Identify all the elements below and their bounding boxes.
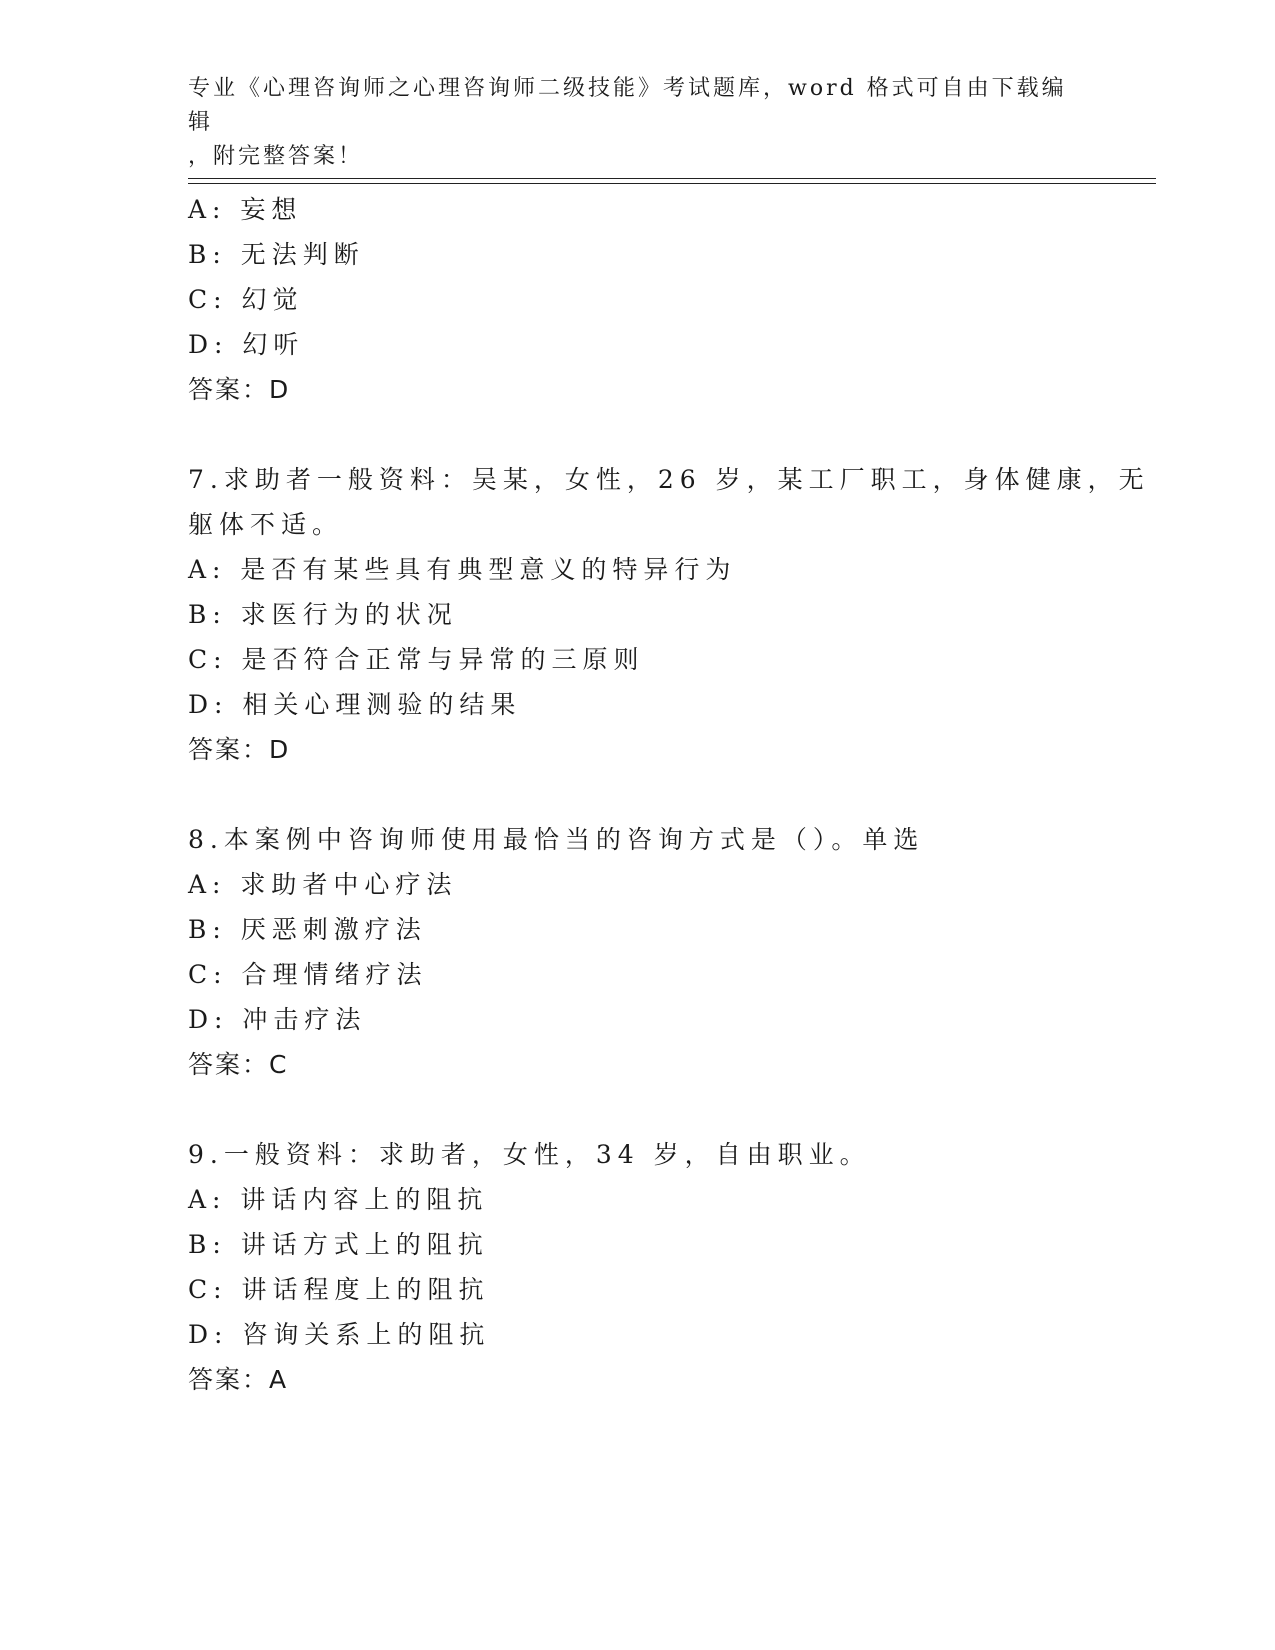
option-c: C: 讲话程度上的阻抗: [188, 1275, 490, 1304]
option-b: B: 求医行为的状况: [188, 600, 458, 629]
option-d: D: 冲击疗法: [188, 1005, 367, 1034]
answer: 答案：C: [188, 1050, 289, 1079]
header-line-1: 专业《心理咨询师之心理咨询师二级技能》考试题库，word 格式可自由下载编辑: [188, 76, 1067, 135]
header-line-2: ，附完整答案！: [188, 144, 364, 169]
header-rule-bottom: [188, 183, 1156, 184]
option-a: A: 讲话内容上的阻抗: [188, 1185, 489, 1214]
option-b: B: 无法判断: [188, 240, 365, 269]
question-stem: 9.一般资料：求助者，女性，34 岁，自由职业。: [188, 1140, 871, 1169]
option-b: B: 厌恶刺激疗法: [188, 915, 427, 944]
question-stem-continued: 躯体不适。: [188, 510, 344, 539]
question-stem: 8.本案例中咨询师使用最恰当的咨询方式是（）。单选: [188, 825, 925, 854]
question-stem: 7.求助者一般资料：吴某，女性，26 岁，某工厂职工，身体健康，无: [188, 465, 1150, 494]
option-a: A: 求助者中心疗法: [188, 870, 458, 899]
option-c: C: 幻觉: [188, 285, 304, 314]
option-a: A: 妄想: [188, 195, 303, 224]
answer: 答案：A: [188, 1365, 289, 1394]
option-d: D: 相关心理测验的结果: [188, 690, 522, 719]
option-c: C: 合理情绪疗法: [188, 960, 428, 989]
answer: 答案：D: [188, 735, 291, 764]
document-header: [188, 72, 1068, 174]
option-c: C: 是否符合正常与异常的三原则: [188, 645, 645, 674]
option-b: B: 讲话方式上的阻抗: [188, 1230, 489, 1259]
header-rule-top: [188, 178, 1156, 179]
option-d: D: 咨询关系上的阻抗: [188, 1320, 491, 1349]
answer: 答案：D: [188, 375, 291, 404]
option-d: D: 幻听: [188, 330, 305, 359]
option-a: A: 是否有某些具有典型意义的特异行为: [188, 555, 737, 584]
